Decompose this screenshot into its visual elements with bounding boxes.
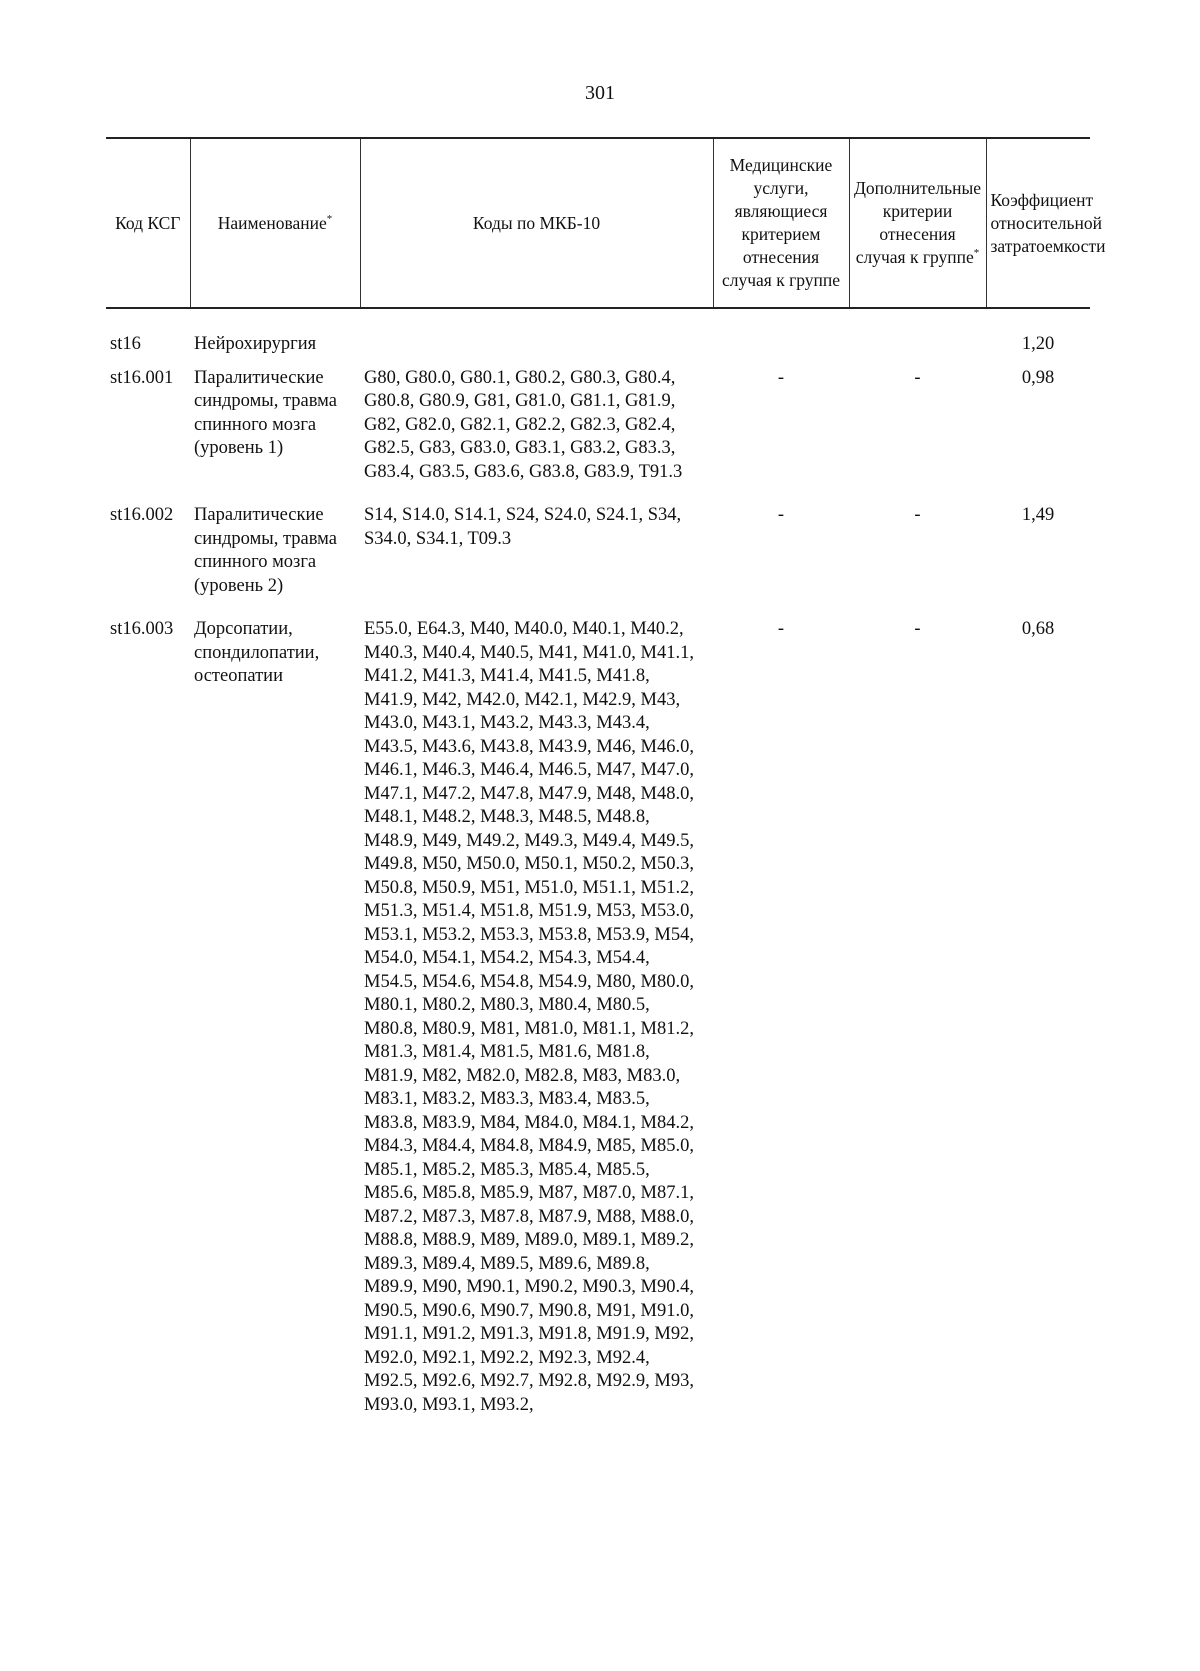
header-code: Код КСГ	[106, 138, 190, 308]
ksg-table	[106, 137, 1106, 1427]
row-mkb-codes: E55.0, E64.3, M40, M40.0, M40.1, M40.2, M40.3, M40.4, M40.5, M41, M41.0, M41.1, M41.2, M41.3, M41.4, M41.5, M41.8, M41.9, M42, M42.0, M42.1, M42.9, M43, M43.0, M43.1, M43.2, M43.3, M43.4, M43.5, M43.6, M43.8, M43.9, M46, M46.0, M46.1, M46.3, M46.4, M46.5, M47, M47.0, M47.1, M47.2, M47.8, M47.9, M48, M48.0, M48.1, M48.2, M48.3, M48.5, M48.8, M48.9, M49, M49.2, M49.3, M49.4, M49.5, M49.8, M50, M50.0, M50.1, M50.2, M50.3, M50.8, M50.9, M51, M51.0, M51.1, M51.2, M51.3, M51.4, M51.8, M51.9, M53, M53.0, M53.1, M53.2, M53.3, M53.8, M53.9, M54, M54.0, M54.1, M54.2, M54.3, M54.4, M54.5, M54.6, M54.8, M54.9, M80, M80.0, M80.1, M80.2, M80.3, M80.4, M80.5, M80.8, M80.9, M81, M81.0, M81.1, M81.2, M81.3, M81.4, M81.5, M81.6, M81.8, M81.9, M82, M82.0, M82.8, M83, M83.0, M83.1, M83.2, M83.3, M83.4, M83.5, M83.8, M83.9, M84, M84.0, M84.1, M84.2, M84.3, M84.4, M84.8, M84.9, M85, M85.0, M85.1, M85.2, M85.3, M85.4, M85.5, M85.6, M85.8, M85.9, M87, M87.0, M87.1, M87.2, M87.3, M87.8, M87.9, M88, M88.0, M88.8, M88.9, M89, M89.0, M89.1, M89.2, M89.3, M89.4, M89.5, M89.6, M89.8, M89.9, M90, M90.1, M90.2, M90.3, M90.4, M90.5, M90.6, M90.7, M90.8, M91, M91.0, M91.1, M91.2, M91.3, M91.8, M91.9, M92, M92.0, M92.1, M92.2, M92.3, M92.4, M92.5, M92.6, M92.7, M92.8, M92.9, M93, M93.0, M93.1, M93.2,	[364, 619, 694, 1415]
row-code: st16.001	[110, 367, 174, 388]
table-row	[106, 357, 1090, 495]
header-mkb: Коды по МКБ-10	[360, 138, 713, 308]
row-mkb-codes: S14, S14.0, S14.1, S24, S24.0, S24.1, S34, S34.0, S34.1, T09.3	[364, 505, 682, 549]
row-coef: 0,98	[1021, 367, 1055, 388]
row-coef: 1,49	[1021, 505, 1055, 525]
table-header	[106, 138, 1106, 308]
header-services: Медицинские услуги, являющиеся критерием отнесения случая к группе	[713, 138, 849, 308]
group-row	[106, 308, 1090, 357]
page-number: 301	[585, 82, 615, 104]
row-code: st16.002	[110, 505, 174, 525]
row-coef: 0,68	[1021, 619, 1055, 639]
row-services: -	[777, 367, 785, 388]
group-name: Нейрохирургия	[194, 334, 317, 354]
group-coef: 1,20	[1021, 334, 1055, 354]
group-extra	[849, 308, 986, 357]
row-name: Паралитические синдромы, травма спинного мозга (уровень 1)	[194, 367, 337, 458]
row-code: st16.003	[110, 619, 174, 639]
group-code: st16	[110, 334, 141, 354]
row-extra: -	[914, 619, 921, 639]
header-coef: Коэффициент относительной затратоемкости	[986, 138, 1090, 308]
group-services	[713, 308, 849, 357]
header-extra: Дополнительные критерии отнесения случая к группе*	[849, 138, 986, 308]
row-mkb-codes: G80, G80.0, G80.1, G80.2, G80.3, G80.4, G80.8, G80.9, G81, G81.0, G81.1, G81.9, G82, G82.0, G82.1, G82.2, G82.3, G82.4, G82.5, G83, G83.0, G83.1, G83.2, G83.3, G83.4, G83.5, G83.6, G83.8, G83.9, T91.3	[364, 367, 683, 482]
row-services: -	[777, 505, 785, 525]
row-name: Паралитические синдромы, травма спинного мозга (уровень 2)	[194, 505, 337, 596]
header-name: Наименование*	[190, 138, 360, 308]
row-services: -	[777, 619, 785, 639]
footnote-mark: *	[973, 247, 980, 260]
group-mkb	[360, 308, 713, 357]
table-row	[106, 494, 1090, 608]
row-extra: -	[914, 505, 921, 525]
footnote-mark: *	[326, 212, 333, 225]
table-row	[106, 608, 1090, 1427]
row-extra: -	[914, 367, 921, 388]
row-name: Дорсопатии, спондилопатии, остеопатии	[194, 619, 320, 686]
